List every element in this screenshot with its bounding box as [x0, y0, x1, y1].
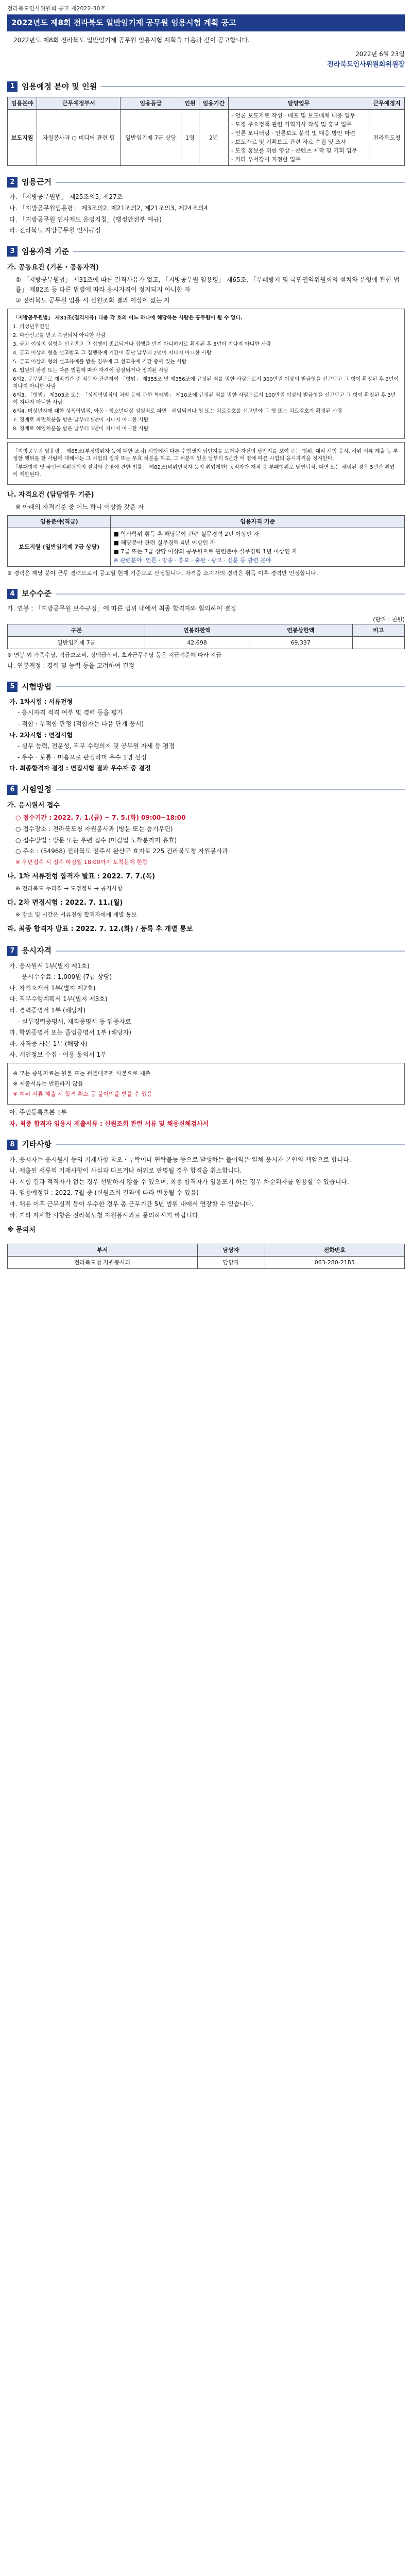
list-item: - 우수 · 보통 · 미흡으로 판정하며 우수 1명 선정 — [18, 753, 147, 761]
section-number: 2 — [7, 177, 18, 188]
list-item: 라. 전라북도 지방공무원 인사규정 — [9, 227, 101, 234]
contact-table — [7, 1244, 405, 1269]
box-line: 6의4. 미성년자에 대한 성폭력범죄, 아동 · 청소년대상 성범죄로 파면 · 해임되거나 형 또는 치료감호를 선고받아 그 형 또는 치료감호가 확정된 사람 — [13, 409, 342, 414]
contact-phone: 063-280-2185 — [265, 1257, 404, 1269]
intro-text: 2022년도 제8회 전라북도 일반임기제 공무원 임용시험 계획을 다음과 같이 공고합니다. — [13, 37, 250, 44]
list-item: - 응시수수료 : 1,000원 (7급 상당) — [18, 973, 112, 981]
subsection-title: 라. 최종 합격자 발표 : 2022. 7. 12.(화) / 등록 후 개별 통보 — [7, 925, 193, 934]
table-header: 연봉상한액 — [249, 624, 352, 636]
section-number: 1 — [7, 81, 18, 92]
positions-table — [7, 97, 405, 166]
announcement-number: 전라북도인사위원회 공고 제2022-30호 — [7, 5, 106, 12]
table-header: 담당자 — [197, 1244, 265, 1257]
section-5-header — [7, 681, 405, 693]
table-header: 임용기간 — [199, 97, 228, 109]
table-header: 연봉하한액 — [145, 624, 249, 636]
subsection-title: 가. 응시원서 접수 — [7, 802, 60, 810]
list-item: 나. 자기소개서 1부(별지 제2호) — [9, 984, 96, 992]
criteria-item: ※ 관련분야: 언론 · 방송 · 홍보 · 출판 · 광고 · 신문 등 관련 분야 — [113, 556, 271, 564]
disqualification-box — [7, 309, 405, 439]
section-title: 시험일정 — [22, 785, 52, 794]
salary-table — [7, 624, 405, 649]
criteria-item: ■ 해당분야 관련 실무경력 4년 이상인 자 — [113, 539, 216, 546]
schedule-note: ※ 장소 및 시간은 서류전형 합격자에게 개별 통보 — [15, 911, 137, 919]
box-line: 8. 징계로 해임처분을 받은 날부터 3년이 지나지 아니한 사람 — [13, 426, 149, 432]
section-number: 8 — [7, 1140, 18, 1150]
table-header: 임용분야 — [8, 97, 37, 109]
box-line: 3. 금고 이상의 실형을 선고받고 그 집행이 종료되거나 집행을 받지 아니하기로 확정된 후 5년이 지나지 아니한 사람 — [13, 342, 271, 347]
list-item: 가. 응시자는 응시원서 등의 기재사항 착오 · 누락이나 연락불능 등으로 발생하는 불이익은 일체 응시자 본인의 책임으로 합니다. — [9, 1156, 351, 1163]
box-line: 「지방공무원법」 제31조(결격사유) 다음 각 호의 어느 하나에 해당하는 사람은 공무원이 될 수 없다. — [13, 315, 243, 321]
list-item: 다. 최종합격자 결정 : 면접시험 결과 우수자 중 결정 — [9, 765, 151, 772]
subsection-title: 나. 1차 서류전형 합격자 발표 : 2022. 7. 7.(목) — [7, 872, 156, 880]
subsection-title: 다. 2차 면접시험 : 2022. 7. 11.(월) — [7, 899, 123, 907]
schedule-note: ※ 우편접수 시 접수 마감일 18:00까지 도착분에 한함 — [15, 858, 148, 866]
position-location: 전라북도청 — [369, 109, 405, 165]
box-line: 5. 금고 이상의 형의 선고유예를 받은 경우에 그 선고유예 기간 중에 있는 사람 — [13, 359, 187, 365]
list-item: 바. 기타 자세한 사항은 전라북도청 자원봉사과로 문의하시기 바랍니다. — [9, 1211, 200, 1219]
section-title: 보수수준 — [22, 589, 52, 599]
exam-method-list — [7, 697, 405, 773]
section-title: 임용근거 — [22, 177, 52, 187]
section-divider — [56, 789, 405, 790]
section-divider — [56, 1144, 405, 1145]
section-divider — [73, 251, 405, 252]
table-header: 임용등급 — [121, 97, 181, 109]
position-count: 1명 — [181, 109, 199, 165]
section-title: 임용자격 기준 — [22, 246, 70, 256]
section-6-header — [7, 784, 405, 795]
section-title: 임용예정 분야 및 인원 — [22, 81, 97, 91]
documents-extra-list — [7, 1108, 405, 1128]
subsection-title: 나. 자격요건 (담당업무 기준) — [7, 491, 94, 499]
box-line: ※ 모든 증빙자료는 원본 또는 원본대조필 사본으로 제출 — [13, 1070, 151, 1077]
schedule-item: ○ 접수장소 : 전라북도청 자원봉사과 (방문 또는 등기우편) — [15, 825, 173, 833]
schedule-item: ○ 접수방법 : 방문 또는 우편 접수 (마감일 도착분까지 유효) — [15, 836, 177, 844]
section-divider — [56, 182, 405, 183]
position-grade: 일반임기제 7급 상당 — [121, 109, 181, 165]
list-item: - 응시자격 적격 여부 및 경력 등을 평가 — [18, 709, 123, 717]
application-details — [7, 813, 405, 866]
section-number: 5 — [7, 682, 18, 692]
common-requirements — [7, 275, 405, 306]
salary-unit: (단위 : 천원) — [373, 616, 405, 623]
list-item: 다. 직무수행계획서 1부(별지 제3호) — [9, 995, 108, 1003]
salary-item: 나. 연봉책정 : 경력 및 능력 등을 고려하여 결정 — [7, 662, 135, 670]
table-header: 임용분야(직급) — [8, 515, 111, 528]
section-title: 기타사항 — [22, 1140, 52, 1149]
announcement-date: 2022년 6월 23일 — [355, 50, 405, 58]
box-line: 2. 파산선고를 받고 복권되지 아니한 사람 — [13, 333, 106, 338]
list-item: 가. 1차시험 : 서류전형 — [9, 698, 73, 705]
salary-intro: 가. 연봉 : 「지방공무원 보수규정」에 따른 범위 내에서 최종 합격자와 협의하여 결정 — [7, 605, 236, 613]
documents-list — [7, 961, 405, 1060]
duty-item: - 언론 모니터링 · 언론보도 분석 및 대응 방안 마련 — [231, 130, 355, 137]
schedule-item: ○ 접수기간 : 2022. 7. 1.(금) ~ 7. 5.(화) 09:00~18:00 — [15, 814, 186, 822]
section-divider — [101, 86, 405, 87]
box-line: 「부패방지 및 국민권익위원회의 설치와 운영에 관한 법률」 제82조(비위면직자 등의 취업제한) 공직자가 재직 중 부패행위로 당연퇴직, 파면 또는 해임된 경우 5년간 취업이 제한된다. — [13, 465, 395, 478]
requirement-item: ① 「지방공무원법」 제31조에 따른 결격사유가 없고, 「지방공무원 임용령」 제65조, 「부패방지 및 국민권익위원회의 설치와 운영에 관한 법률」 제82조 등 다른 법령에 따라 응시자격이 정지되지 아니한 자 — [15, 276, 400, 293]
list-item: 라. 경력증명서 1부 (해당자) — [9, 1007, 86, 1014]
qualification-table — [7, 515, 405, 567]
duty-item: - 보도자료 및 기획보도 관련 자료 수집 및 조사 — [231, 139, 347, 146]
list-item: 라. 임용예정일 : 2022. 7월 중 (신원조회 결과에 따라 변동될 수 있음) — [9, 1189, 199, 1197]
list-item: - 실무경력증명서, 재직증명서 등 입증자료 — [18, 1018, 131, 1025]
position-field: 보도지원 — [8, 109, 37, 165]
list-item: 바. 자격증 사본 1부 (해당자) — [9, 1040, 88, 1047]
table-row — [8, 109, 405, 165]
document-title: 2022년도 제8회 전라북도 일반임기제 공무원 임용시험 계획 공고 — [7, 14, 405, 31]
misconduct-box — [7, 442, 405, 485]
section-7-header — [7, 945, 405, 957]
box-line: ※ 허위 서류 제출 시 합격 취소 등 불이익을 받을 수 있음 — [13, 1091, 152, 1098]
table-header: 임용자격 기준 — [111, 515, 405, 528]
list-item: 사. 개인정보 수집 · 이용 동의서 1부 — [9, 1051, 107, 1059]
duty-item: - 도정 홍보를 위한 영상 · 콘텐츠 제작 및 기획 업무 — [231, 147, 357, 155]
section-2-header — [7, 176, 405, 188]
list-item: 다. 시험 결과 적격자가 없는 경우 선발하지 않을 수 있으며, 최종 합격자가 임용포기 하는 경우 차순위자를 임용할 수 있습니다. — [9, 1178, 349, 1185]
list-item: 나. 제출된 서류의 기재사항이 사실과 다르거나 허위로 판명될 경우 합격을 취소합니다. — [9, 1167, 242, 1175]
box-line: 6의3. 「형법」 제303조 또는 「성폭력범죄의 처벌 등에 관한 특례법」 제10조에 규정된 죄를 범한 사람으로서 100만원 이상의 벌금형을 선고받고 그 형이 확정된 후 3년이 지나지 아니한 사람 — [13, 393, 396, 405]
box-line: 6의2. 공무원으로 재직기간 중 직무와 관련하여 「형법」 제355조 및 제356조에 규정된 죄를 범한 사람으로서 300만원 이상의 벌금형을 선고받고 그 형이 확정된 후 2년이 지나지 아니한 사람 — [13, 377, 399, 389]
table-header: 인원 — [181, 97, 199, 109]
subsection-title: 가. 공통요건 (기본 · 공통자격) — [7, 264, 99, 272]
issuing-organization: 전라북도인사위원회위원장 — [327, 61, 405, 69]
section-4-header — [7, 588, 405, 600]
qualification-note: ※ 아래의 자격기준 중 어느 하나 이상을 갖춘 자 — [15, 503, 144, 511]
section-number: 7 — [7, 946, 18, 956]
list-item: 마. 학위증명서 또는 졸업증명서 1부 (해당자) — [9, 1029, 131, 1037]
list-item: 마. 채용 이후 근무실적 등이 우수한 경우 총 근무기간 5년 범위 내에서 연장할 수 있습니다. — [9, 1200, 254, 1208]
contact-dept: 전라북도청 자원봉사과 — [8, 1257, 198, 1269]
section-8-header — [7, 1139, 405, 1150]
section-title: 응시자격 — [22, 946, 52, 956]
requirement-item: ② 전라북도 공무원 임용 시 신원조회 결과 이상이 없는 자 — [15, 297, 170, 304]
table-cell: 69,337 — [249, 636, 352, 649]
list-item: 가. 「지방공무원법」 제25조의5, 제27조 — [9, 193, 123, 201]
list-item: 다. 「지방공무원 인사제도 운영지침」(행정안전부 예규) — [9, 215, 162, 223]
duty-item: - 도정 주요정책 관련 기획기사 작성 및 홍보 업무 — [231, 121, 352, 128]
qualification-footnote: ※ 경력은 해당 분야 근무 경력으로서 공고일 현재 기준으로 산정합니다. 자격증 소지자의 경력은 취득 이후 경력만 인정합니다. — [7, 569, 318, 577]
schedule-note: ※ 전라북도 누리집 → 도정정보 → 공지사항 — [15, 885, 123, 892]
position-duties — [229, 109, 369, 165]
criteria-item: ■ 7급 또는 7급 상당 이상의 공무원으로 관련분야 실무경력 1년 이상인 자 — [113, 548, 298, 555]
document-page — [0, 0, 412, 1279]
table-cell — [352, 636, 404, 649]
list-item: 아. 주민등록초본 1부 — [9, 1109, 67, 1116]
table-header: 구분 — [8, 624, 145, 636]
box-line: 4. 금고 이상의 형을 선고받고 그 집행유예 기간이 끝난 날부터 2년이 지나지 아니한 사람 — [13, 350, 212, 356]
table-row — [8, 528, 405, 566]
box-line: ※ 제출서류는 반환하지 않음 — [13, 1080, 83, 1088]
list-item: 자. 최종 합격자 임용시 제출서류 : 신원조회 관련 서류 및 채용신체검사서 — [9, 1120, 209, 1127]
box-line: 「지방공무원 임용령」 제65조(부정행위자 등에 대한 조치) 시험에서 다른 수험생의 답안지를 보거나 자신의 답안지를 보여 주는 행위, 대리 시험 응시, 허위 서류 제출 등 부정한 행위를 한 사람에 대해서는 그 시험의 정지 또는 무효 처분을 하고, 그 처분이 있은 날부터 5년간 이 영에 따른 시험의 응시자격을 정지한다. — [13, 449, 398, 462]
box-line: 6. 법원의 판결 또는 다른 법률에 따라 자격이 상실되거나 정지된 사람 — [13, 368, 169, 374]
section-3-header — [7, 246, 405, 258]
section-divider — [56, 951, 405, 952]
section-number: 6 — [7, 785, 18, 795]
table-header: 전화번호 — [265, 1244, 404, 1257]
table-row — [8, 1257, 405, 1269]
position-dept: 자원봉사과 ○ 미디어 관련 팀 — [37, 109, 121, 165]
contact-label: ※ 문의처 — [7, 1226, 36, 1234]
table-header: 부서 — [8, 1244, 198, 1257]
section-number: 3 — [7, 246, 18, 257]
table-cell: 일반임기제 7급 — [8, 636, 145, 649]
list-item: 가. 응시원서 1부(별지 제1호) — [9, 962, 90, 970]
section-number: 4 — [7, 589, 18, 599]
criteria-item: ■ 학사학위 취득 후 해당분야 관련 실무경력 2년 이상인 자 — [113, 530, 260, 537]
qualification-criteria — [111, 528, 405, 566]
position-period: 2년 — [199, 109, 228, 165]
section-1-header — [7, 81, 405, 93]
qualification-field: 보도지원 (일반임기제 7급 상당) — [8, 528, 111, 566]
box-line: 7. 징계로 파면처분을 받은 날부터 5년이 지나지 아니한 사람 — [13, 417, 149, 423]
table-row — [8, 636, 405, 649]
legal-basis-list — [7, 192, 405, 235]
other-notes-list — [7, 1155, 405, 1221]
list-item: - 적합 · 부적합 판정 (적합자는 다음 단계 응시) — [18, 720, 144, 728]
schedule-item: ○ 주소 : (54968) 전라북도 전주시 완산구 효자로 225 전라북도청 자원봉사과 — [15, 848, 228, 855]
table-header: 근무예정부서 — [37, 97, 121, 109]
section-divider — [56, 594, 405, 595]
duty-item: - 언론 보도자료 작성 · 배포 및 보도매체 대응 업무 — [231, 112, 355, 119]
table-cell: 42,698 — [145, 636, 249, 649]
table-header: 근무예정지 — [369, 97, 405, 109]
list-item: 나. 2차시험 : 면접시험 — [9, 731, 73, 739]
documents-notice-box — [7, 1063, 405, 1105]
table-header: 담당업무 — [229, 97, 369, 109]
list-item: 나. 「지방공무원임용령」 제3조의2, 제21조의2, 제21조의3, 제24조의4 — [9, 205, 208, 212]
list-item: - 실무 능력, 전문성, 직무 수행의지 및 공무원 자세 등 평정 — [18, 742, 175, 750]
contact-person: 담당자 — [197, 1257, 265, 1269]
section-divider — [56, 686, 405, 687]
duty-item: - 기타 부서장이 지정한 업무 — [231, 156, 301, 163]
salary-note: ※ 연봉 외 가족수당, 직급보조비, 정액급식비, 초과근무수당 등은 지급기준에 따라 지급 — [7, 652, 221, 658]
section-title: 시험방법 — [22, 682, 52, 691]
table-header: 비고 — [352, 624, 404, 636]
box-line: 1. 피성년후견인 — [13, 324, 49, 330]
